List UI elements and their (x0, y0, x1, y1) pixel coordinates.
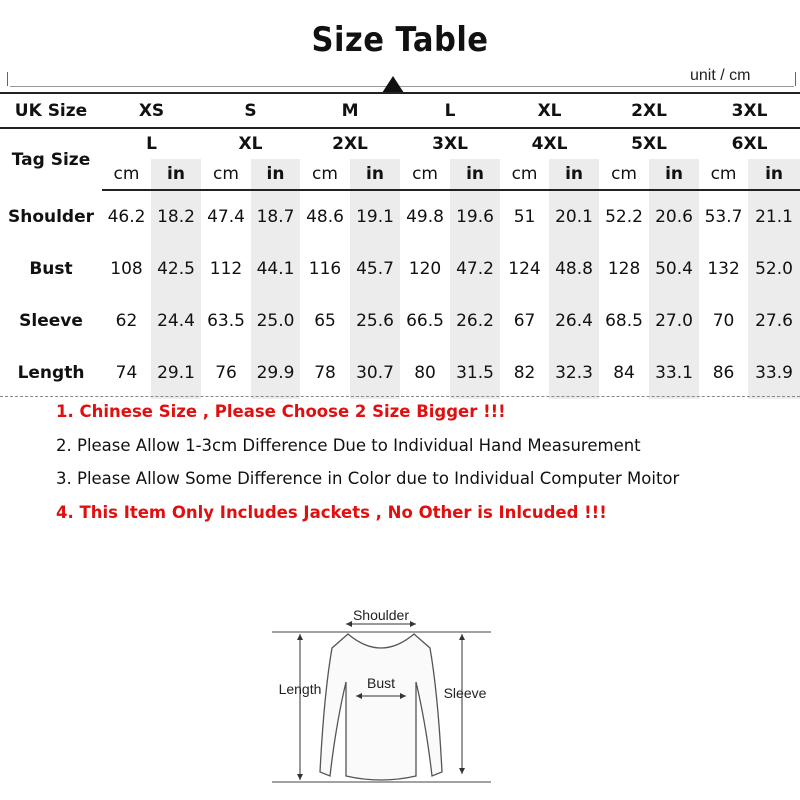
cell-cm: 120 (408, 259, 442, 279)
tag-size: 3XL (432, 134, 468, 154)
cell-cm: 124 (508, 259, 541, 279)
cell-in: 18.7 (251, 190, 300, 243)
note-item: 1. Chinese Size , Please Choose 2 Size Bigger !!! (56, 402, 506, 421)
cell-cm: 132 (707, 259, 740, 279)
cell-in: 47.2 (450, 243, 500, 295)
cell-in: 52.0 (748, 243, 800, 295)
note-item: 4. This Item Only Includes Jackets , No Other is Inlcuded !!! (56, 502, 607, 522)
cell-cm: 66.5 (406, 311, 444, 331)
notes-list (56, 400, 786, 534)
cell-in: 18.2 (151, 190, 201, 243)
cell-cm: 46.2 (107, 207, 146, 227)
cell-in: 32.3 (549, 347, 599, 399)
cell-in: 31.5 (450, 347, 500, 399)
tag-size-row (0, 128, 800, 159)
uk-size: S (201, 93, 300, 128)
jacket-outline-illustration (266, 604, 506, 789)
row-label: Length (17, 363, 85, 383)
cell-in: 48.8 (549, 243, 599, 295)
row-label: Shoulder (7, 206, 95, 227)
cell-cm: 74 (115, 363, 138, 383)
uk-size: XS (102, 93, 201, 128)
measurement-diagram (266, 604, 506, 789)
uk-size: 3XL (699, 93, 800, 128)
unit-cm: cm (599, 159, 649, 190)
tag-size: L (146, 134, 157, 154)
cell-cm: 76 (215, 363, 237, 383)
cell-cm: 128 (607, 259, 641, 279)
unit-cm: cm (500, 159, 549, 190)
page-title: Size Table (311, 20, 489, 60)
cell-cm: 52.2 (605, 207, 643, 227)
cell-in: 33.1 (649, 347, 699, 399)
unit-label: unit / cm (690, 67, 751, 84)
unit-in: in (549, 159, 599, 190)
table-row (0, 347, 800, 399)
cell-cm: 116 (308, 259, 342, 279)
table-bottom-rule (0, 396, 800, 397)
table-row (0, 190, 800, 243)
cell-cm: 82 (513, 363, 536, 383)
cell-in: 26.4 (549, 295, 599, 347)
title-bracket-left (7, 72, 8, 86)
unit-cm: cm (201, 159, 251, 190)
cell-cm: 84 (613, 363, 635, 383)
cell-in: 44.1 (251, 243, 300, 295)
cell-in: 42.5 (151, 243, 201, 295)
cell-in: 29.1 (151, 347, 201, 399)
cell-in: 21.1 (748, 190, 800, 243)
row-label: Bust (29, 259, 73, 279)
note-item: 3. Please Allow Some Difference in Color due to Individual Computer Moitor (56, 469, 680, 488)
unit-in: in (151, 159, 201, 190)
cell-cm: 47.4 (207, 207, 245, 227)
cell-in: 24.4 (151, 295, 201, 347)
shoulder-label: Shoulder (352, 607, 410, 623)
unit-in: in (748, 159, 800, 190)
cell-cm: 53.7 (704, 207, 743, 227)
length-label: Length (278, 681, 322, 697)
tag-size: XL (238, 134, 263, 154)
unit-row (0, 159, 800, 190)
unit-in: in (251, 159, 300, 190)
cell-in: 27.0 (649, 295, 699, 347)
pointer-arrow-icon (382, 76, 404, 93)
tag-size: 6XL (731, 134, 768, 154)
cell-cm: 80 (414, 363, 436, 383)
cell-cm: 78 (314, 363, 336, 383)
unit-in: in (450, 159, 500, 190)
uk-size: 2XL (599, 93, 699, 128)
size-table (0, 92, 800, 399)
cell-in: 25.6 (350, 295, 400, 347)
tag-size: 4XL (531, 134, 568, 154)
cell-cm: 65 (314, 311, 336, 331)
table-row (0, 295, 800, 347)
table-row (0, 243, 800, 295)
uk-size-label: UK Size (0, 93, 102, 128)
tag-size-label: Tag Size (11, 149, 91, 170)
uk-size: XL (500, 93, 599, 128)
cell-cm: 70 (712, 311, 735, 331)
uk-size-row (0, 93, 800, 128)
cell-in: 20.6 (649, 190, 699, 243)
cell-cm: 51 (513, 207, 536, 227)
cell-in: 19.6 (450, 190, 500, 243)
cell-cm: 62 (115, 311, 138, 331)
note-item: 2. Please Allow 1-3cm Difference Due to Individual Hand Measurement (56, 435, 641, 455)
cell-cm: 67 (513, 311, 536, 331)
tag-size: 2XL (332, 134, 368, 154)
cell-in: 27.6 (748, 295, 800, 347)
cell-cm: 112 (209, 259, 243, 279)
uk-size: M (300, 93, 400, 128)
cell-cm: 48.6 (306, 207, 344, 227)
cell-in: 30.7 (350, 347, 400, 399)
uk-size: L (400, 93, 500, 128)
cell-in: 33.9 (748, 347, 800, 399)
cell-in: 45.7 (350, 243, 400, 295)
cell-cm: 68.5 (605, 311, 643, 331)
row-label: Sleeve (19, 311, 83, 331)
measurement-rows (0, 190, 800, 399)
cell-in: 20.1 (549, 190, 599, 243)
title-bracket-right (795, 72, 796, 86)
cell-in: 26.2 (450, 295, 500, 347)
cell-in: 50.4 (649, 243, 699, 295)
cell-cm: 86 (712, 363, 735, 383)
unit-cm: cm (102, 159, 151, 190)
tag-size: 5XL (631, 134, 667, 154)
cell-in: 29.9 (251, 347, 300, 399)
unit-in: in (350, 159, 400, 190)
cell-cm: 63.5 (207, 311, 245, 331)
sleeve-label: Sleeve (443, 685, 487, 701)
unit-in: in (649, 159, 699, 190)
cell-in: 25.0 (251, 295, 300, 347)
cell-cm: 108 (110, 259, 143, 279)
unit-cm: cm (300, 159, 350, 190)
unit-cm: cm (400, 159, 450, 190)
unit-cm: cm (699, 159, 748, 190)
cell-cm: 49.8 (406, 207, 444, 227)
bust-label: Bust (366, 675, 396, 691)
cell-in: 19.1 (350, 190, 400, 243)
